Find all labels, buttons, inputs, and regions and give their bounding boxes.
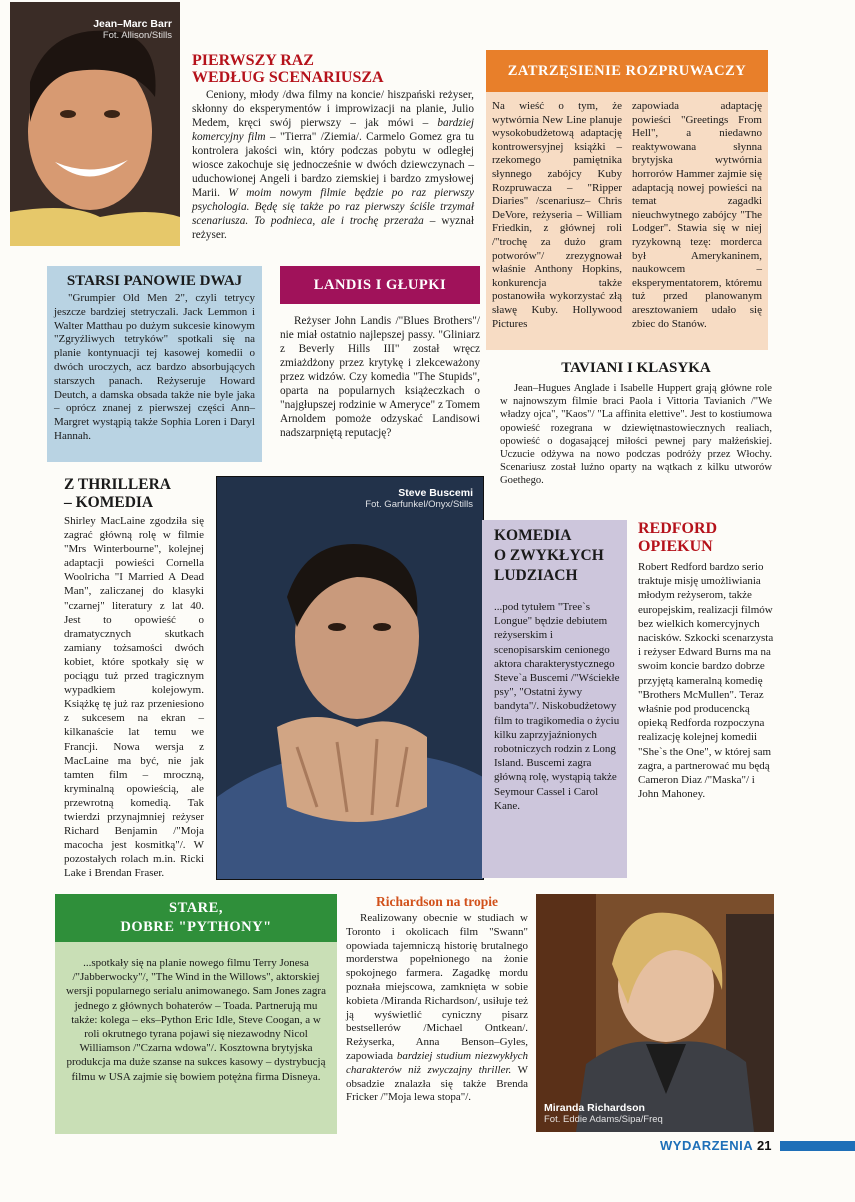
ripper-title: ZATRZĘSIENIE ROZPRUWACZY xyxy=(486,50,768,92)
komedia-body: ...pod tytułem "Tree`s Longue" będzie debiutem reżyserskim i scenopisarskim cenionego aktora charakterystycznego Steve`a Buscemi /"Wściekłe psy", "Ostatni żywy bandyta"/. Niskobudżetowy film to tragikomedia o życiu kilku zaprzyjaźnionych robotniczych rodzin z Long Island. Buscemi zagra główną rolę, wystąpią także Seymour Cassel i Carol Kane. xyxy=(494,601,620,812)
python-box xyxy=(55,894,337,1134)
buscemi-photo-name: Steve Buscemi xyxy=(398,487,473,499)
richardson-title: Richardson na tropie xyxy=(375,894,498,909)
buscemi-photo-credit: Fot. Garfunkel/Onyx/Stills xyxy=(365,499,473,510)
landis-body: Reżyser John Landis /"Blues Brothers"/ nie miał ostatnio najlepszej passy. "Gliniarz z Beverly Hills III" został wręcz zmiażdżony przez krytykę i zlekceważony przez widzów. Czy komedia "The Stupids", oparta na popularnych książeczkach o "najgłupszej rodzinie w Ameryce" z Tomem Arnoldem pomoże odzyskać Landisowi nadszarpniętą reputację? xyxy=(280,315,480,439)
thriller-title xyxy=(64,476,204,512)
redford-body: Robert Redford bardzo serio traktuje misję umożliwiania młodym reżyserom, także europejskim, realizacji filmów bez wielkich komercyjnych nacisków. Szkocki scenarzysta i reżyser Edward Burns ma na swoim koncie bardzo dobrze przyjętą kameralną komedię "Brothers McMullen". Teraz właśnie pod producencką opieką Redforda rozpoczyna realizację kolejnej komedii "She`s the One", w której sam zagra, a partnerować mu będą Cameron Diaz /"Maska"/ i John Mahoney. xyxy=(638,561,774,801)
python-body: ...spotkały się na planie nowego filmu Terry Jonesa /"Jabberwocky"/, "The Wind in the Willows", aktorskiej wersji popularnego serialu animowanego. Sam Jones zagra jednego z głównych bohaterów – Toada. Partnerują mu także: kolega – eks–Python Eric Idle, Steve Coogan, a w roli okrutnego tyrana pojawi się niezawodny Nicol Williamson /"Czarna wdowa"/. Kosztowna brytyjska produkcja ma duże szanse na sukces kasowy – dystrybucją filmu w USA zajmie się bowiem potężna firma Disneya. xyxy=(66,957,326,1083)
medem-body-italic2: W moim nowym filmie będzie po raz pierwszy psychologia. Będę się także po raz pierwszy ściśle trzymał scenariusza. To podnieca, ale i trochę przeraża xyxy=(192,187,475,227)
komedia-title-line2: O ZWYKŁYCH xyxy=(494,547,604,564)
redford-article xyxy=(638,520,778,801)
medem-body-italic1: bardziej komercyjny film xyxy=(192,117,474,143)
redford-title-line2: OPIEKUN xyxy=(638,538,713,555)
python-title-line2: DOBRE "PYTHONY" xyxy=(120,919,272,935)
buscemi-portrait-icon xyxy=(217,477,483,879)
richardson-body-part1: Realizowany obecnie w studiach w Toronto i okolicach film "Swann" opowiada tajemniczą historię brutalnego morderstwa popełnionego na żonie spokojnego farmera. Zagadkę mordu poznała miejscowa, zamknięta w sobie kobieta /Miranda Richardson/, usiłuje też ją wyświetlić cyniczny pisarz bestsellerów /Michael Ontkean/. Reżyserka, Anna Benson–Gyles, zapowiada xyxy=(346,912,528,1062)
grumpier-title: STARSI PANOWIE DWAJ xyxy=(66,273,243,289)
buscemi-photo xyxy=(216,476,484,880)
barr-photo xyxy=(10,2,180,246)
thriller-title-line2: – KOMEDIA xyxy=(64,494,154,511)
taviani-article xyxy=(500,358,772,488)
taviani-title: TAVIANI I KLASYKA xyxy=(561,360,711,376)
komedia-title-line1: KOMEDIA xyxy=(494,527,572,544)
taviani-body: Jean–Hugues Anglade i Isabelle Huppert grają główne role w najnowszym filmie braci Paola i Vittoria Tavianich /"We władzy ojca", "Kaos"/ "La affinita elettive". Jest to kostiumowa opowieść rozegrana w dziewiętnastowiecznych realiach, opowieść o dogasającej miłości pewnej pary małżeńskiej. Uczucie odżywa na nowo podczas podróży przez Włochy. Scenariusz został luźno oparty na wątkach z kilku utworów Goethego. xyxy=(500,383,772,487)
thriller-title-line1: Z THRILLERA xyxy=(64,476,171,493)
footer-section: WYDARZENIA xyxy=(660,1138,754,1153)
medem-body xyxy=(192,88,474,242)
richardson-body xyxy=(346,912,528,1105)
richardson-body-italic: bardziej studium niezwykłych charakterów niż zwyczajny thriller. xyxy=(346,1049,528,1076)
ripper-box xyxy=(486,50,768,350)
komedia-box xyxy=(482,520,627,878)
grumpier-body: "Grumpier Old Men 2", czyli tetrycy jeszcze bardziej stetryczali. Jack Lemmon i Walter Matthau po dużym sukcesie kinowym "Zgryźliwych tetryków" spotkali się na planie kontynuacji tej kasowej komedii o dwóch uroczych, acz bardzo absorbujących starszych panach. Reżyseruje Howard Deutch, a damska obsada także nie byle jaka – oprócz znanej z pierwszej części Ann–Margret wystąpią także Sophia Loren i Daryl Hannah. xyxy=(54,292,255,442)
page-footer xyxy=(620,1138,855,1154)
redford-title-line1: REDFORD xyxy=(638,520,718,537)
medem-article xyxy=(192,52,474,242)
redford-title xyxy=(638,520,778,556)
komedia-title xyxy=(482,520,627,586)
richardson-photo-name: Miranda Richardson xyxy=(544,1102,645,1114)
medem-title xyxy=(192,52,474,86)
komedia-title-line3: LUDZIACH xyxy=(494,567,578,584)
python-title-line1: STARE, xyxy=(169,900,223,916)
medem-body-part1: Ceniony, młody /dwa filmy na koncie/ hiszpański reżyser, skłonny do eksperymentów i improwizacji na planie, Julio Medem, kręci swój pierwszy – jak mówi – xyxy=(192,89,474,129)
landis-article xyxy=(280,266,480,440)
medem-title-line1: PIERWSZY RAZ xyxy=(192,52,314,69)
richardson-portrait-icon xyxy=(536,894,774,1132)
richardson-photo-credit: Fot. Eddie Adams/Sipa/Freq xyxy=(544,1114,663,1125)
richardson-photo xyxy=(536,894,774,1132)
footer-page-number: 21 xyxy=(757,1138,772,1153)
medem-title-line2: WEDŁUG SCENARIUSZA xyxy=(192,69,384,86)
grumpier-box xyxy=(47,266,262,462)
medem-body-part2: – "Tierra" /Ziemia/. Carmelo Gomez gra tu kontrolera jakości win, który podczas pobytu w odległej wiosce zakochuje się jednocześnie w dwóch dziewczynach – uduchowionej Angeli i bardzo ziemskiej i bardzo zmysłowej Marii. xyxy=(192,131,474,199)
ripper-col1: Na wieść o tym, że wytwórnia New Line planuje wysokobudżetową adaptację kontrowersyjnej książki – rzekomego pamiętnika słynnego zabójcy Kuby Rozpruwacza – "Ripper Diaries" /scenariusz– Chris DeVore, reżyseria – William Friedkin, z głównej roli /"trochę za dużo gram potworów"/ zrezygnował właśnie Anthony Hopkins, konkurencja także postanowiła wykorzystać złą sławę Kuby. Hollywood Pictures xyxy=(492,100,622,330)
landis-title: LANDIS I GŁUPKI xyxy=(280,266,480,304)
richardson-body-part2: W obsadzie znalazła się także Brenda Fricker /"Moja lewa stopa"/. xyxy=(346,1063,528,1104)
thriller-article xyxy=(64,476,204,880)
thriller-body: Shirley MacLaine zgodziła się zagrać główną rolę w filmie "Mrs Winterbourne", kolejnej adaptacji powieści Cornella Woolricha "I Married A Dead Man", zaliczanej do klasyki "czarnej" literatury z lat 40. Jest to opowieść o dramatycznych skutkach zamiany tożsamości dwóch kobiet, które spotkały się w pociągu tuż przed tragicznym wypadkiem kolejowym. Książkę tę już raz przeniesiono z sukcesem na ekran – kilkanaście lat temu we Francji. Nowa wersja z MacLaine ma być, nie jak tamten film – mroczną, kryminalną opowieścią, ale przewrotną komedią. Tak twierdzi przynajmniej reżyser Richard Benjamin /"Moja macocha jest kosmitką"/. W pozostałych rolach m.in. Ricki Lake i Brendan Fraser. xyxy=(64,515,204,880)
richardson-article xyxy=(346,894,528,1105)
python-title xyxy=(55,894,337,942)
barr-photo-name: Jean–Marc Barr xyxy=(93,18,172,30)
ripper-col2: zapowiada adaptację powieści "Greetings From Hell", a niedawno reaktywowana słynna brytyjska wytwórnia horrorów Hammer zajmie się adaptacją nowej powieści na temat zagadki nieuchwytnego zabójcy "The Lodger". Stawia się w niej ryzykowną tezę: morderca był Amerykaninem, naukowcem – eksperymentatorem, któremu tuż przed planowanym aresztowaniem udało się zbiec do Stanów. xyxy=(632,100,762,330)
footer-bar xyxy=(780,1141,855,1151)
medem-body-part3: – wyznał reżyser. xyxy=(192,215,474,241)
barr-photo-credit: Fot. Allison/Stills xyxy=(102,30,172,41)
